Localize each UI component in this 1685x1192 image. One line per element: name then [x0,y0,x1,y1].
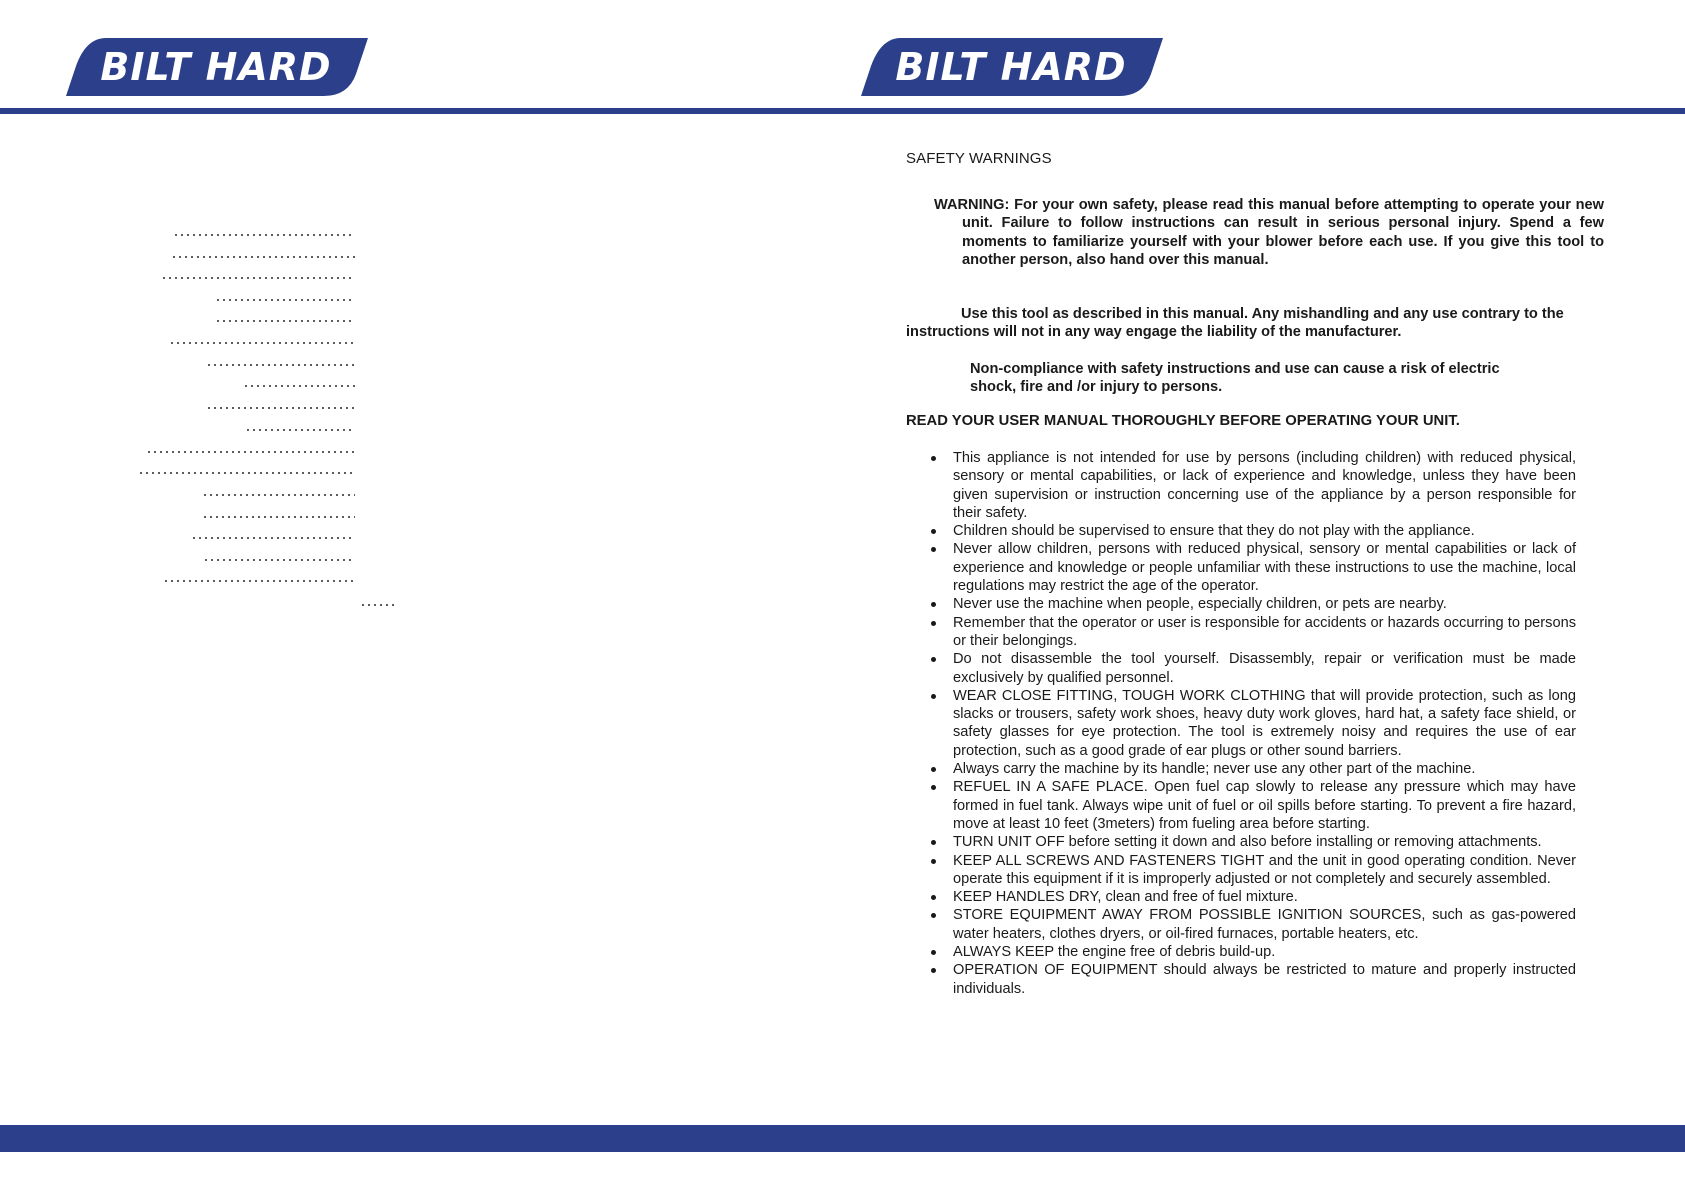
list-item: ALWAYS KEEP the engine free of debris build-up. [906,943,1576,961]
bullet-icon [931,694,936,699]
toc-leader [203,559,355,561]
bullet-icon [931,621,936,626]
list-item: TURN UNIT OFF before setting it down and also before installing or removing attachments. [906,833,1576,851]
bullet-icon [931,840,936,845]
warning-paragraph: WARNING: For your own safety, please read this manual before attempting to operate your new unit. Failure to follow instructions can result in serious personal injury. Spend a few moments to familiarize yourself with your blower before each use. If you give this tool to another person, also hand over this manual. [934,197,1604,268]
list-item: REFUEL IN A SAFE PLACE. Open fuel cap slowly to release any pressure which may have formed in fuel tank. Always wipe unit of fuel or oil spills before starting. To prevent a fire hazard, move at least 10 feet (3meters) from fueling area before starting. [906,778,1576,833]
logo-wordmark: BILT HARD [895,45,1127,89]
bullet-icon [931,767,936,772]
bullet-icon [931,913,936,918]
bullet-icon [931,859,936,864]
bullet-icon [931,968,936,973]
list-item: KEEP ALL SCREWS AND FASTENERS TIGHT and the unit in good operating condition. Never operate this equipment if it is improperly adjusted or not completely and securely assembled. [906,852,1576,889]
toc-leader [202,494,355,496]
brand-logo-right [861,38,1163,96]
bullet-icon [931,895,936,900]
toc-leader [169,342,355,344]
toc-leader [191,537,355,539]
list-item: OPERATION OF EQUIPMENT should always be restricted to mature and properly instructed individuals. [906,961,1576,998]
noncompliance-paragraph: Non-compliance with safety instructions and use can cause a risk of electric shock, fire and /or injury to persons. [970,361,1500,396]
liability-paragraph: Use this tool as described in this manual. Any mishandling and any use contrary to the instructions will not in any way engage the liability of the manufacturer. [906,306,1564,341]
toc-leader [161,277,355,279]
bullet-icon [931,785,936,790]
list-item: KEEP HANDLES DRY, clean and free of fuel mixture. [906,888,1576,906]
list-item: This appliance is not intended for use by persons (including children) with reduced physical, sensory or mental capabilities, or lack of experience and knowledge, unless they have been given supervision or instruction concerning use of the appliance by a person responsible for their safety. [906,449,1576,522]
bullet-icon [931,602,936,607]
toc-leader [138,472,355,474]
bullet-icon [931,950,936,955]
toc-leader [215,320,355,322]
logo-wordmark: BILT HARD [100,45,332,89]
toc-leader [173,234,355,236]
list-item: Never allow children, persons with reduced physical, sensory or mental capabilities or lack of experience and knowledge or people unfamiliar with these instructions to use the machine, local regulations may restrict the age of the operator. [906,540,1576,595]
footer-band [0,1125,1685,1152]
toc-leader [146,451,355,453]
list-item: WEAR CLOSE FITTING, TOUGH WORK CLOTHING that will provide protection, such as long slacks or trousers, safety work shoes, heavy duty work gloves, hard hat, a safety face shield, or safety glasses for eye protection. The tool is extremely noisy and requires the use of ear protection, such as a good grade of ear plugs or other sound barriers. [906,687,1576,760]
bullet-icon [931,456,936,461]
toc-leader [206,407,355,409]
list-item: Always carry the machine by its handle; never use any other part of the machine. [906,760,1576,778]
safety-bullet-list [906,449,1576,998]
bullet-icon [931,547,936,552]
toc-leader [163,580,355,582]
toc-leader [245,429,355,431]
bullet-icon [931,529,936,534]
read-manual-heading: READ YOUR USER MANUAL THOROUGHLY BEFORE OPERATING YOUR UNIT. [906,413,1460,429]
toc-leader [243,385,355,387]
list-item: Remember that the operator or user is responsible for accidents or hazards occurring to persons or their belongings. [906,614,1576,651]
list-item: Do not disassemble the tool yourself. Disassembly, repair or verification must be made exclusively by qualified personnel. [906,650,1576,687]
list-item: STORE EQUIPMENT AWAY FROM POSSIBLE IGNITION SOURCES, such as gas-powered water heaters, clothes dryers, or oil-fired furnaces, portable heaters, etc. [906,906,1576,943]
toc-leader [202,516,355,518]
list-item: Never use the machine when people, especially children, or pets are nearby. [906,595,1576,613]
section-title: SAFETY WARNINGS [906,150,1052,167]
toc-leader [215,299,355,301]
toc-leader [171,256,355,258]
bullet-icon [931,657,936,662]
table-of-contents [0,0,820,700]
toc-leader [206,364,355,366]
toc-leader [360,604,398,606]
list-item: Children should be supervised to ensure that they do not play with the appliance. [906,522,1576,540]
